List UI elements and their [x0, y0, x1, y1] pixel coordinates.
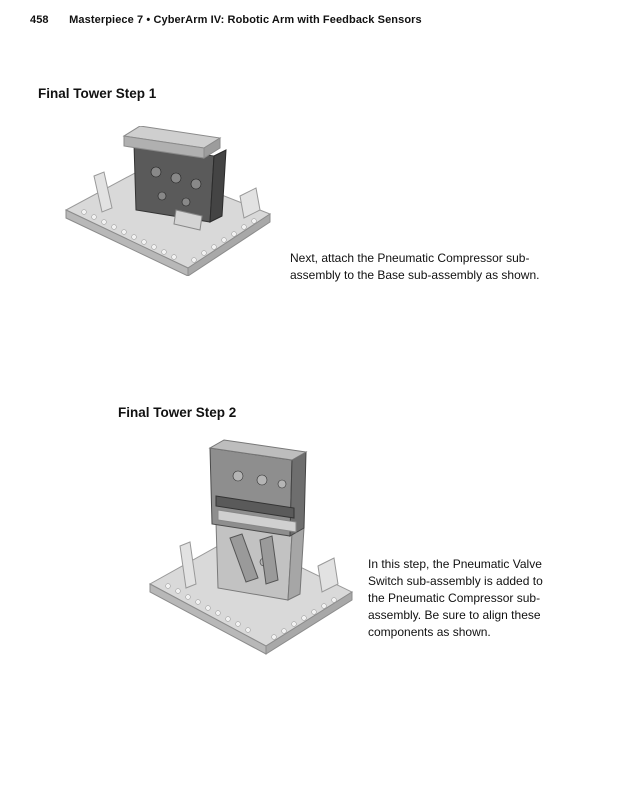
step-2-caption: [368, 556, 543, 641]
step-2-caption-line-1: In this step, the Pneumatic Valve: [368, 557, 542, 571]
step-1-caption: [290, 250, 539, 284]
page-number: 458: [30, 14, 49, 26]
running-title: Masterpiece 7 • CyberArm IV: Robotic Arm with Feedback Sensors: [69, 14, 422, 26]
step-1-illustration: [64, 126, 276, 276]
step-2-caption-line-2: Switch sub-assembly is added to: [368, 574, 543, 588]
step-2-illustration: [146, 438, 358, 660]
step-2-caption-line-3: the Pneumatic Compressor sub-: [368, 591, 541, 605]
step-1-title: Final Tower Step 1: [38, 86, 157, 101]
step-1-caption-line-2: assembly to the Base sub-assembly as shown.: [290, 268, 540, 282]
step-2-title: Final Tower Step 2: [118, 405, 237, 420]
running-header: [30, 14, 422, 26]
step-2-caption-line-5: components as shown.: [368, 625, 491, 639]
step-1-caption-line-1: Next, attach the Pneumatic Compressor sub-: [290, 251, 530, 265]
step-2-caption-line-4: assembly. Be sure to align these: [368, 608, 541, 622]
